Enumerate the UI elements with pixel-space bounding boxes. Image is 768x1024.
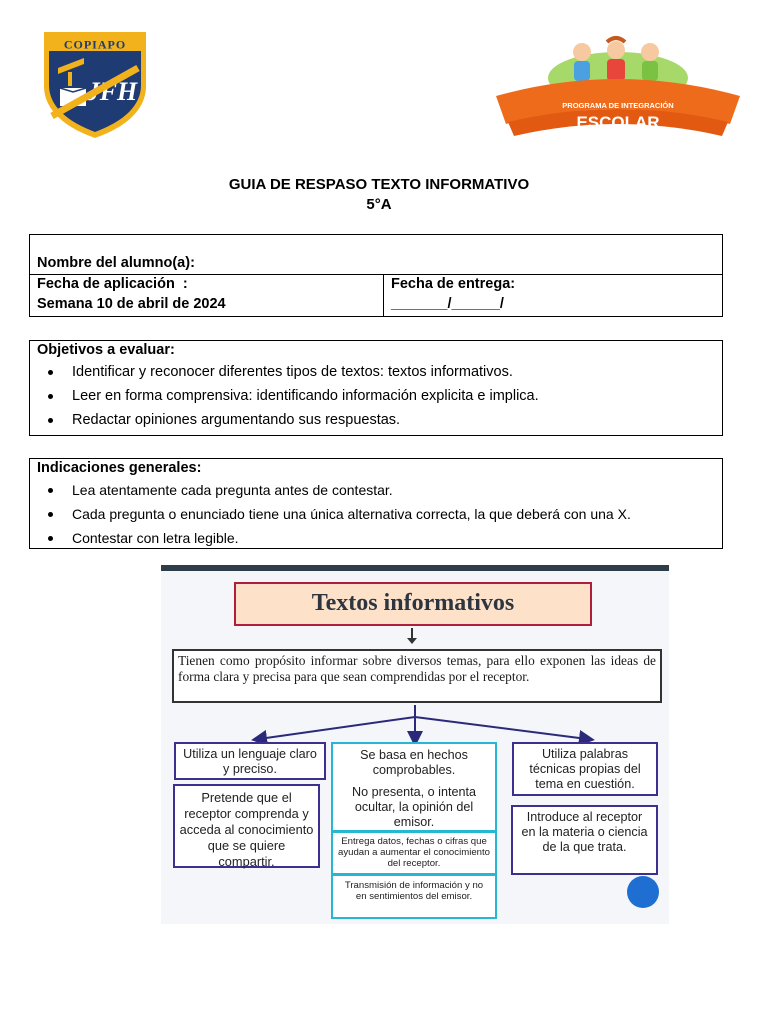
right-card-1: Utiliza palabras técnicas propias del tema en cuestión. <box>512 742 658 796</box>
diagram-purpose-box: Tienen como propósito informar sobre diversos temas, para ello exponen las ideas de forma clara y precisa para que sean comprendidas por el receptor. <box>172 649 662 703</box>
center-card-text: Se basa en hechos comprobables. <box>360 748 468 777</box>
center-card-text: No presenta, o intenta ocultar, la opinión del emisor. <box>352 785 476 829</box>
right-card-2: Introduce al receptor en la materia o ciencia de la que trata. <box>511 805 658 875</box>
blue-circle-icon <box>627 876 659 908</box>
student-info-table <box>29 234 723 317</box>
delivery-date-blank: _______/______/ <box>391 296 504 312</box>
left-card-1: Utiliza un lenguaje claro y preciso. <box>174 742 326 780</box>
branch-arrows <box>161 565 669 755</box>
program-name-text: ESCOLAR <box>576 113 660 132</box>
list-item: Identificar y reconocer diferentes tipos de textos: textos informativos. <box>30 360 539 384</box>
left-arrow-icon <box>259 717 415 739</box>
objectives-title: Objetivos a evaluar: <box>37 342 175 358</box>
crest-initials-text: JFH <box>86 77 138 106</box>
school-crest-logo <box>40 28 150 140</box>
list-item: Cada pregunta o enunciado tiene una única alternativa correcta, la que deberá con una X. <box>30 502 631 526</box>
guide-title: GUIA DE RESPASO TEXTO INFORMATIVO <box>228 176 530 193</box>
application-date-cell <box>30 275 384 317</box>
instructions-box <box>29 458 723 549</box>
objectives-box <box>29 340 723 436</box>
application-date-value: Semana 10 de abril de 2024 <box>37 296 226 312</box>
left-card-2: Pretende que el receptor comprenda y acceda al conocimiento que se quiere compartir. <box>173 784 320 868</box>
list-item: Leer en forma comprensiva: identificando información explicita e implica. <box>30 384 539 408</box>
diagram-title: Textos informativos <box>234 582 592 626</box>
list-item: Contestar con letra legible. <box>30 526 631 550</box>
delivery-date-cell <box>384 275 722 317</box>
center-card-3: Transmisión de información y no en sentimientos del emisor. <box>331 874 497 919</box>
instructions-list <box>30 478 631 550</box>
informative-text-diagram <box>161 565 669 924</box>
objectives-list <box>30 360 539 432</box>
student-name-label: Nombre del alumno(a): <box>37 255 195 271</box>
program-label-text: PROGRAMA DE INTEGRACIÓN <box>562 101 674 110</box>
student-name-row <box>30 235 722 275</box>
integration-program-logo <box>494 34 742 140</box>
course-label: 5°A <box>366 196 392 213</box>
list-item: Lea atentamente cada pregunta antes de contestar. <box>30 478 631 502</box>
crest-name-text: COPIAPO <box>63 37 127 52</box>
center-card-2: Entrega datos, fechas o cifras que ayudan a aumentar el conocimiento del receptor. <box>331 831 497 875</box>
delivery-date-label: Fecha de entrega: <box>391 276 516 292</box>
application-date-label: Fecha de aplicación : <box>37 276 188 292</box>
instructions-title: Indicaciones generales: <box>37 460 202 476</box>
list-item: Redactar opiniones argumentando sus respuestas. <box>30 408 539 432</box>
center-card-1 <box>331 742 497 832</box>
right-arrow-icon <box>415 717 587 739</box>
